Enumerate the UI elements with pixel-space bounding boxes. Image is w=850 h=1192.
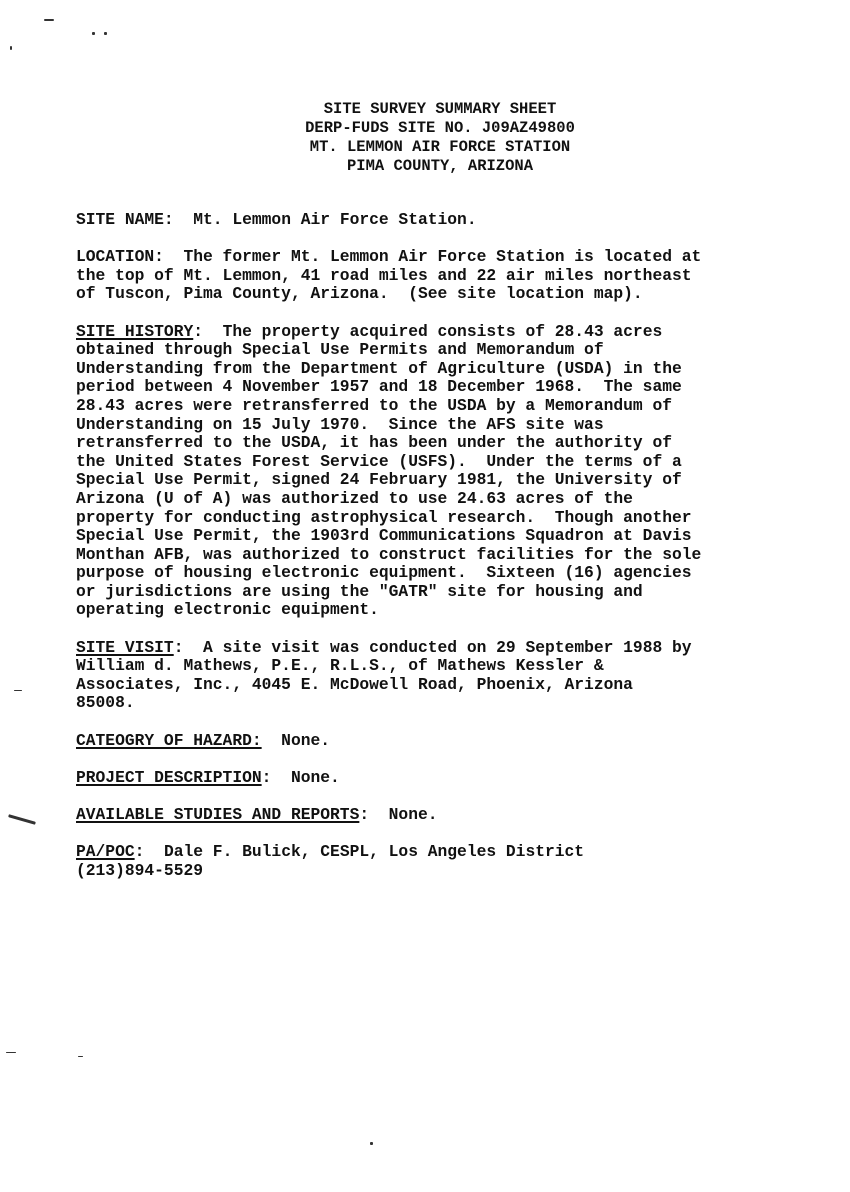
available-studies-label: AVAILABLE STUDIES AND REPORTS <box>76 805 360 824</box>
site-visit-text: 85008. <box>76 693 135 713</box>
site-visit-section <box>76 639 796 713</box>
location-label: LOCATION: <box>76 247 164 267</box>
category-of-hazard-value: None. <box>261 730 331 750</box>
site-history-text: Understanding from the Department of Agriculture (USDA) in the <box>76 358 682 378</box>
available-studies-colon: : <box>359 805 370 824</box>
site-history-text: Special Use Permit, signed 24 February 1981, the University of <box>76 470 682 490</box>
project-description-value: None. <box>271 767 340 787</box>
scan-speck <box>10 46 12 50</box>
site-history-colon: : <box>193 321 204 341</box>
location-text: of Tuscon, Pima County, Arizona. (See site location map). <box>76 284 643 304</box>
site-history-text: 28.43 acres were retransferred to the USDA by a Memorandum of <box>76 395 672 415</box>
project-description-section <box>76 769 796 788</box>
site-history-text: operating electronic equipment. <box>76 600 379 620</box>
heading-line: DERP-FUDS SITE NO. J09AZ49800 <box>305 119 575 137</box>
pa-poc-colon: : <box>134 842 145 862</box>
site-history-text: Understanding on 15 July 1970. Since the AFS site was <box>76 414 604 434</box>
scan-speck <box>92 32 95 35</box>
scan-speck <box>78 1056 83 1057</box>
site-visit-colon: : <box>173 637 184 657</box>
site-history-label: SITE HISTORY <box>76 321 194 341</box>
project-description-colon: : <box>261 767 272 787</box>
site-visit-label: SITE VISIT <box>76 637 174 657</box>
site-history-text: period between 4 November 1957 and 18 December 1968. The same <box>76 377 682 397</box>
site-history-text: The property acquired consists of 28.43 acres <box>203 321 663 341</box>
location-section <box>76 248 796 304</box>
site-history-text: the United States Forest Service (USFS). Under the terms of a <box>76 451 682 471</box>
site-visit-text: A site visit was conducted on 29 September 1988 by <box>183 637 692 657</box>
site-history-text: or jurisdictions are using the "GATR" site for housing and <box>76 581 643 601</box>
site-history-text: purpose of housing electronic equipment. Sixteen (16) agencies <box>76 563 692 583</box>
pa-poc-value: Dale F. Bulick, CESPL, Los Angeles District <box>144 842 585 862</box>
site-history-text: Special Use Permit, the 1903rd Communications Squadron at Davis <box>76 526 692 546</box>
site-history-text: property for conducting astrophysical research. Though another <box>76 507 692 527</box>
site-visit-text: Associates, Inc., 4045 E. McDowell Road, Phoenix, Arizona <box>76 674 633 694</box>
project-description-label: PROJECT DESCRIPTION <box>76 767 262 787</box>
pa-poc-phone: (213)894-5529 <box>76 860 204 880</box>
heading-line: PIMA COUNTY, ARIZONA <box>346 157 534 175</box>
pa-poc-section <box>76 843 796 880</box>
category-of-hazard-label: CATEOGRY OF HAZARD: <box>76 730 262 750</box>
location-text: The former Mt. Lemmon Air Force Station is located at <box>163 247 702 267</box>
scan-speck <box>44 19 54 21</box>
site-name-value: Mt. Lemmon Air Force Station. <box>173 210 477 229</box>
scan-speck <box>6 1052 16 1053</box>
document-body <box>76 211 796 899</box>
scan-speck <box>370 1142 373 1145</box>
site-name-label: SITE NAME: <box>76 210 174 229</box>
scan-speck <box>104 32 107 35</box>
site-history-text: Monthan AFB, was authorized to construct facilities for the sole <box>76 544 702 564</box>
available-studies-section <box>76 806 796 825</box>
heading-line: MT. LEMMON AIR FORCE STATION <box>309 138 571 156</box>
available-studies-value: None. <box>369 805 438 824</box>
site-visit-text: William d. Mathews, P.E., R.L.S., of Mathews Kessler & <box>76 656 604 676</box>
site-history-section <box>76 323 796 621</box>
location-text: the top of Mt. Lemmon, 41 road miles and 22 air miles northeast <box>76 265 692 285</box>
pa-poc-label: PA/POC <box>76 842 135 862</box>
site-history-text: obtained through Special Use Permits and Memorandum of <box>76 340 604 360</box>
category-of-hazard-section <box>76 732 796 751</box>
scan-speck <box>14 690 22 691</box>
site-name-section <box>76 211 796 230</box>
site-history-text: retransferred to the USDA, it has been under the authority of <box>76 433 672 453</box>
document-heading <box>0 100 850 176</box>
scan-speck <box>8 814 36 825</box>
site-history-text: Arizona (U of A) was authorized to use 24.63 acres of the <box>76 488 633 508</box>
heading-line: SITE SURVEY SUMMARY SHEET <box>323 100 557 118</box>
